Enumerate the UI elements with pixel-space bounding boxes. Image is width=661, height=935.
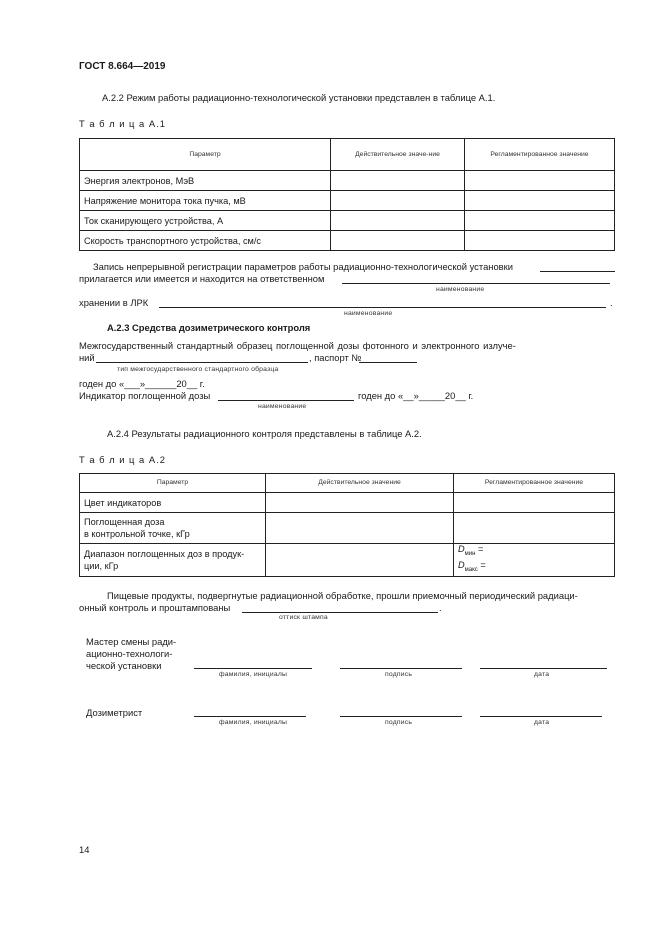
fill-line[interactable] — [159, 307, 606, 308]
table-a1-cell-param: Скорость транспортного устройства, см/с — [80, 231, 331, 251]
table-a1 — [79, 138, 615, 251]
caption-date: дата — [534, 719, 550, 726]
indicator-prefix: Индикатор поглощенной дозы — [79, 390, 211, 401]
table-a1-header-regulated: Регламентированное значение — [465, 139, 615, 171]
registration-line2: прилагается или имеется и находится на ответственном — [79, 273, 325, 284]
master-label: Мастер смены ради- ационно-технологи- ческой установки — [86, 636, 177, 671]
dose-range-cell — [454, 544, 615, 577]
signature-name-line[interactable] — [194, 668, 312, 669]
table-a2-row2-line1: Поглощенная доза — [84, 517, 165, 527]
table-row — [80, 544, 615, 577]
dosimetrist-label: Дозиметрист — [86, 707, 143, 718]
signature-date-line[interactable] — [480, 668, 607, 669]
signature-date-line[interactable] — [480, 716, 602, 717]
registration-line3-end: . — [610, 297, 613, 308]
valid-until: годен до «___»______20__ г. — [79, 378, 205, 389]
caption-sign: подпись — [385, 719, 413, 726]
section-a23-line1: Межгосударственный стандартный образец поглощенной дозы фотонного и электронного излуче- — [79, 340, 516, 351]
caption-name: наименование — [258, 403, 307, 410]
caption-standard: тип межгосударственного стандартного образца — [117, 366, 279, 373]
caption-fio: фамилия, инициалы — [219, 671, 288, 678]
table-row — [80, 513, 615, 544]
table-a2-row2-line2: в контрольной точке, кГр — [84, 529, 190, 539]
fill-line[interactable] — [359, 362, 417, 363]
table-a2-cell-param — [80, 544, 266, 577]
signature-sign-line[interactable] — [340, 668, 462, 669]
dose-max: $D_{макс}$ = — [458, 559, 486, 573]
table-a2-cell-param — [80, 513, 266, 544]
table-a2-header-actual: Действительное значение — [266, 474, 454, 493]
indicator-suffix: годен до «__»_____20__ г. — [358, 390, 474, 401]
fill-line[interactable] — [96, 362, 308, 363]
table-a2 — [79, 473, 615, 577]
section-a22-text: А.2.2 Режим работы радиационно-технологической установки представлен в таблице А.1. — [102, 92, 496, 103]
section-a23-heading: А.2.3 Средства дозиметрического контроля — [107, 322, 311, 333]
registration-line3: хранении в ЛРК — [79, 297, 149, 308]
table-a2-caption: Т а б л и ц а А.2 — [79, 454, 166, 465]
table-row — [80, 191, 615, 211]
signature-sign-line[interactable] — [340, 716, 462, 717]
table-a1-cell-param: Энергия электронов, МэВ — [80, 171, 331, 191]
section-a24-text: А.2.4 Результаты радиационного контроля представлены в таблице А.2. — [107, 428, 422, 439]
fill-line[interactable] — [342, 283, 610, 284]
table-row — [80, 171, 615, 191]
food-line2-end: . — [439, 602, 442, 613]
table-a1-cell-param: Ток сканирующего устройства, А — [80, 211, 331, 231]
fill-line[interactable] — [218, 400, 354, 401]
caption-sign: подпись — [385, 671, 413, 678]
signature-name-line[interactable] — [194, 716, 306, 717]
table-a1-header-param: Параметр — [80, 139, 331, 171]
table-a1-caption: Т а б л и ц а А.1 — [79, 118, 166, 129]
table-a2-header-regulated: Регламентированное значение — [454, 474, 615, 493]
table-a1-cell-param: Напряжение монитора тока пучка, мВ — [80, 191, 331, 211]
caption-stamp: оттиск штампа — [279, 614, 328, 621]
table-a2-cell-param: Цвет индикаторов — [80, 493, 266, 513]
fill-line[interactable] — [242, 612, 438, 613]
table-row — [80, 231, 615, 251]
registration-line1: Запись непрерывной регистрации параметров работы радиационно-технологической установки — [93, 261, 513, 272]
food-line1: Пищевые продукты, подвергнутые радиационной обработке, прошли приемочный периодический радиаци- — [107, 590, 578, 601]
page-number: 14 — [79, 844, 90, 855]
fill-line[interactable] — [540, 271, 615, 272]
document-code: ГОСТ 8.664—2019 — [79, 61, 166, 72]
table-a2-row3-line1: Диапазон поглощенных доз в продук- — [84, 548, 245, 559]
caption-date: дата — [534, 671, 550, 678]
table-a1-header-actual: Действительное значе-ние — [331, 139, 465, 171]
dose-min: $D_{мин}$ = — [458, 544, 484, 557]
table-row — [80, 493, 615, 513]
table-a2-row3-line2: ции, кГр — [84, 560, 119, 571]
caption-name: наименование — [436, 286, 485, 293]
table-a2-header-param: Параметр — [80, 474, 266, 493]
section-a23-line2-prefix: ний — [79, 352, 95, 363]
caption-name: наименование — [344, 310, 393, 317]
section-a23-line2-suffix: , паспорт № — [309, 352, 362, 363]
food-line2: онный контроль и проштампованы — [79, 602, 231, 613]
caption-fio: фамилия, инициалы — [219, 719, 288, 726]
table-row — [80, 211, 615, 231]
